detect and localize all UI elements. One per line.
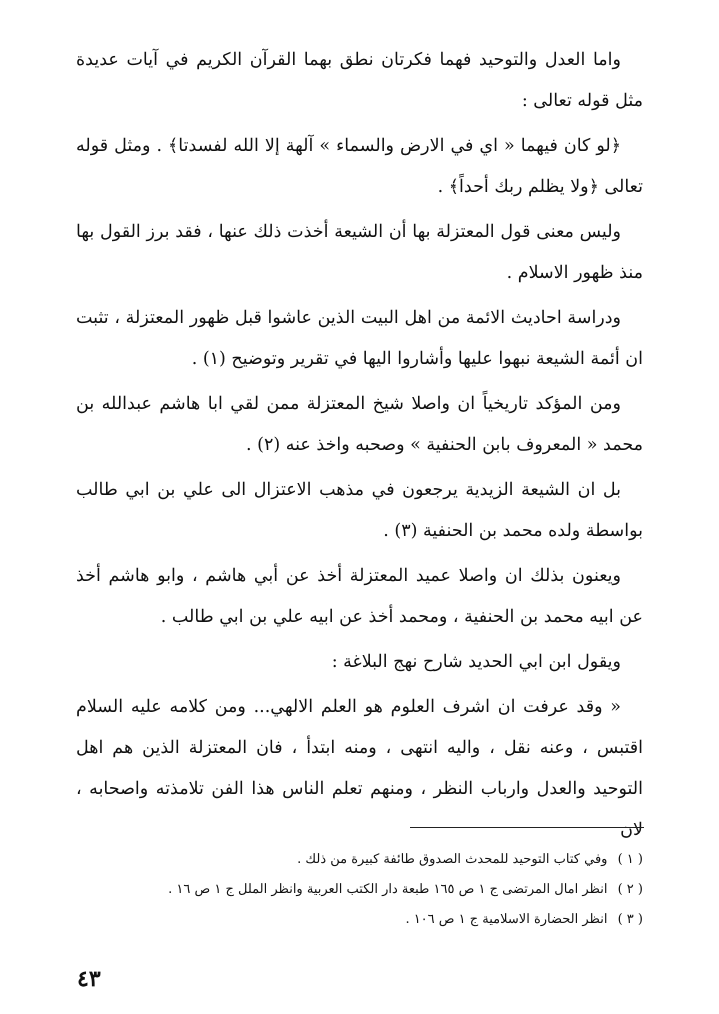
- footnote: [76, 845, 643, 875]
- footnote-number: ( ١ ): [617, 852, 643, 867]
- footnote-text: انظر امال المرتضى ج ١ ص ١٦٥ طبعة دار الكتب العربية وانظر الملل ج ١ ص ١٦ .: [168, 882, 608, 897]
- paragraph: ويعنون بذلك ان واصلا عميد المعتزلة أخذ عن أبي هاشم ، وابو هاشم أخذ عن ابيه محمد بن الحنفية ، ومحمد أخذ عن ابيه علي بن ابي طالب .: [76, 566, 643, 627]
- paragraph: واما العدل والتوحيد فهما فكرتان نطق بهما القرآن الكريم في آيات عديدة مثل قوله تعالى :: [76, 50, 643, 111]
- footnote: [76, 905, 643, 935]
- page-number: ٤٣: [77, 966, 101, 992]
- footnote-number: ( ٣ ): [617, 912, 643, 927]
- footnote: [76, 875, 643, 905]
- paragraph: ومن المؤكد تاريخياً ان واصلا شيخ المعتزلة ممن لقي ابا هاشم عبدالله بن محمد « المعروف بابن الحنفية » وصحبه واخذ عنه (٢) .: [76, 394, 643, 455]
- paragraph: ودراسة احاديث الائمة من اهل البيت الذين عاشوا قبل ظهور المعتزلة ، تثبت ان أئمة الشيعة نبهوا عليها وأشاروا اليها في تقرير وتوضيح (١) .: [76, 308, 643, 369]
- footnote-divider: [410, 827, 644, 828]
- paragraph: ﴿لو كان فيهما « اي في الارض والسماء » آلهة إلا الله لفسدتا﴾ . ومثل قوله تعالى ﴿ولا يظلم ربك أحداً﴾ .: [76, 136, 643, 197]
- footnote-number: ( ٢ ): [617, 882, 643, 897]
- footnotes: [76, 845, 643, 935]
- main-text: [76, 40, 643, 851]
- paragraph: وليس معنى قول المعتزلة بها أن الشيعة أخذت ذلك عنها ، فقد برز القول بها منذ ظهور الاسلام .: [76, 222, 643, 283]
- paragraph: بل ان الشيعة الزيدية يرجعون في مذهب الاعتزال الى علي بن ابي طالب بواسطة ولده محمد بن الحنفية (٣) .: [76, 480, 643, 541]
- paragraph: ويقول ابن ابي الحديد شارح نهج البلاغة :: [331, 652, 621, 672]
- footnote-text: وفي كتاب التوحيد للمحدث الصدوق طائفة كبيرة من ذلك .: [297, 852, 608, 867]
- footnote-text: انظر الحضارة الاسلامية ج ١ ص ١٠٦ .: [405, 912, 608, 927]
- paragraph: « وقد عرفت ان اشرف العلوم هو العلم الالهي... ومن كلامه عليه السلام اقتبس ، وعنه نقل ، واليه انتهى ، ومنه ابتدأ ، فان المعتزلة الذين هم اهل التوحيد والعدل وارباب النظر ، ومنهم تعلم الناس هذا الفن تلامذته واصحابه ، لان: [76, 697, 643, 840]
